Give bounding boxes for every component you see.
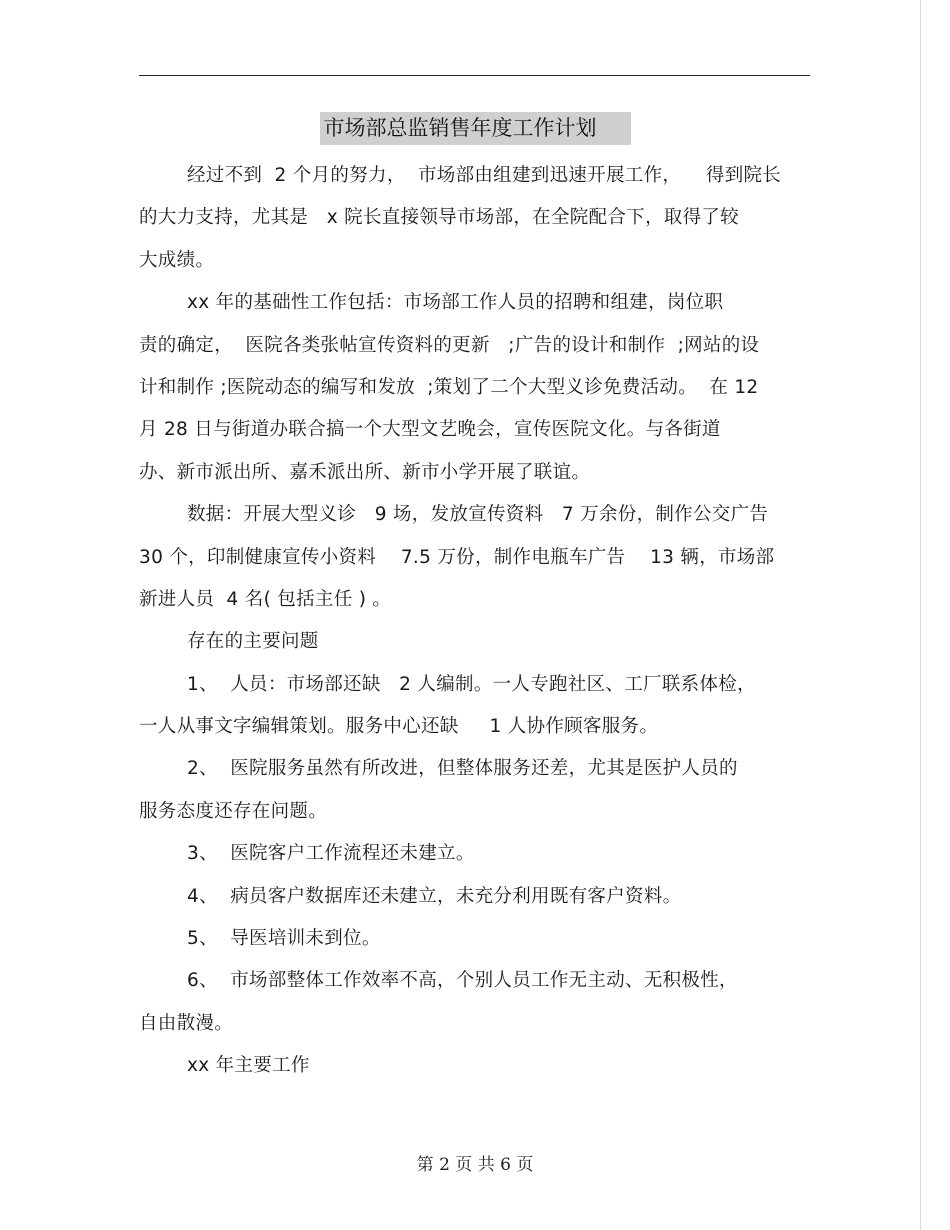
body-line: 30 个，印制健康宣传小资料 7.5 万份，制作电瓶车广告 13 辆，市场部 (139, 546, 775, 568)
list-item: 1、 人员：市场部还缺 2 人编制。一人专跑社区、工厂联系体检， (187, 673, 756, 695)
title-container (0, 112, 950, 145)
list-item: 3、 医院客户工作流程还未建立。 (187, 843, 475, 865)
body-line: 新进人员 4 名( 包括主任 ) 。 (139, 588, 392, 610)
body-line: xx 年的基础性工作包括：市场部工作人员的招聘和组建，岗位职 (187, 292, 724, 314)
body-line: 办、新市派出所、嘉禾派出所、新市小学开展了联谊。 (139, 461, 591, 483)
body-line: 的大力支持，尤其是 x 院长直接领导市场部，在全院配合下，取得了较 (139, 207, 739, 229)
section-heading: 存在的主要问题 (187, 631, 319, 653)
document-body (139, 155, 814, 1088)
list-item: 2、 医院服务虽然有所改进，但整体服务还差，尤其是医护人员的 (187, 758, 738, 780)
body-line: 数据：开展大型义诊 9 场，发放宣传资料 7 万余份，制作公交广告 (187, 504, 769, 526)
list-item: 4、 病员客户数据库还未建立，未充分利用既有客户资料。 (187, 885, 682, 907)
body-line: 计和制作 ;医院动态的编写和发放 ;策划了二个大型义诊免费活动。 在 12 (139, 376, 759, 398)
body-line: 月 28 日与街道办联合搞一个大型文艺晚会，宣传医院文化。与各街道 (139, 419, 721, 441)
section-heading: xx 年主要工作 (187, 1055, 310, 1077)
body-line: 大成绩。 (139, 249, 215, 271)
list-item: 5、 导医培训未到位。 (187, 928, 381, 950)
body-line: 自由散漫。 (139, 1012, 234, 1034)
header-rule (139, 75, 810, 76)
body-line: 责的确定， 医院各类张帖宣传资料的更新 ;广告的设计和制作 ;网站的设 (139, 334, 760, 356)
body-line: 服务态度还存在问题。 (139, 800, 328, 822)
document-title: 市场部总监销售年度工作计划 (320, 112, 631, 145)
list-item: 6、 市场部整体工作效率不高，个别人员工作无主动、无积极性， (187, 970, 738, 992)
page-number: 第 2 页 共 6 页 (416, 1155, 534, 1175)
body-line: 经过不到 2 个月的努力， 市场部由组建到迅速开展工作， 得到院长 (187, 165, 782, 186)
page-edge (920, 0, 921, 1230)
body-line: 一人从事文字编辑策划。服务中心还缺 1 人协作顾客服务。 (139, 716, 659, 738)
